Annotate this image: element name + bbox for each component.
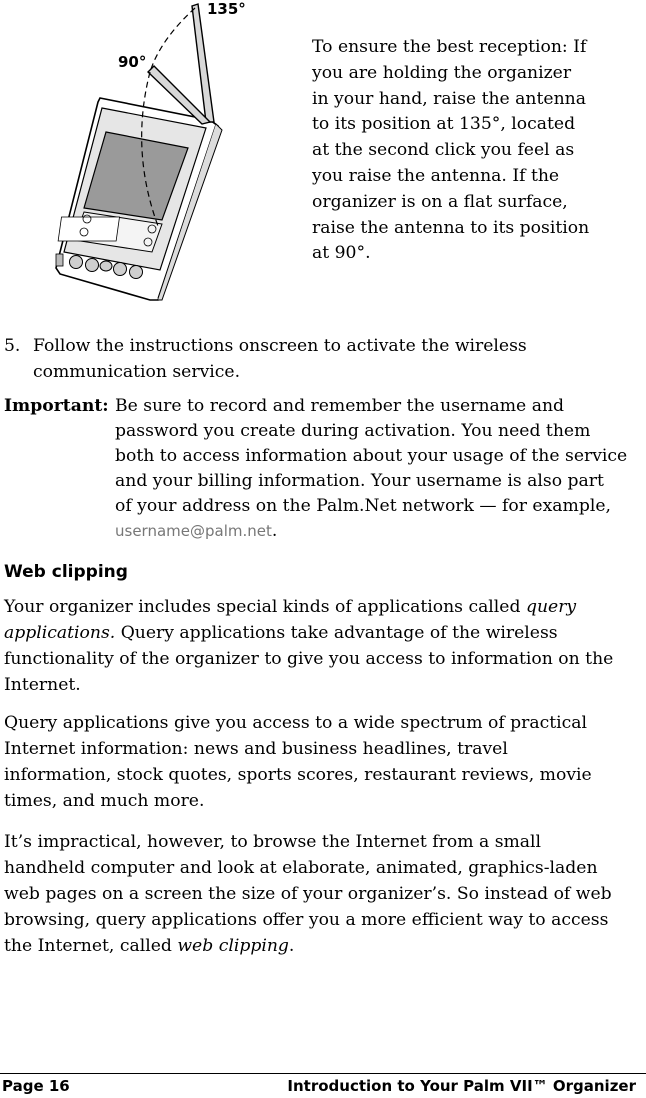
paragraph-information-spectrum bbox=[4, 710, 644, 814]
label-135-degrees: 135° bbox=[207, 0, 246, 18]
important-line-example bbox=[115, 519, 645, 544]
paragraph-line: It’s impractical, however, to browse the Internet from a small bbox=[4, 832, 542, 852]
paragraph-line: Query applications give you access to a wide spectrum of practical bbox=[4, 713, 588, 733]
paragraph-query-applications bbox=[4, 594, 644, 698]
emphasis: query bbox=[525, 597, 577, 617]
caption-line: to its position at 135°, located bbox=[312, 114, 576, 135]
caption-line: To ensure the best reception: If bbox=[312, 37, 587, 57]
caption-line: in your hand, raise the antenna bbox=[312, 88, 586, 109]
paragraph-line: times, and much more. bbox=[4, 791, 205, 811]
caption-line: at the second click you feel as bbox=[312, 140, 575, 161]
figure-caption bbox=[312, 35, 612, 267]
important-line: of your address on the Palm.Net network — for example, bbox=[115, 496, 611, 516]
paragraph-line: functionality of the organizer to give you access to information on the bbox=[4, 649, 614, 669]
paragraph-line: browsing, query applications offer you a more efficient way to access bbox=[4, 910, 609, 930]
emphasis: applications. bbox=[4, 623, 116, 643]
text-run: Your organizer includes special kinds of applications called bbox=[4, 597, 526, 617]
caption-line: at 90°. bbox=[312, 243, 371, 264]
emphasis: web clipping bbox=[177, 936, 289, 956]
caption-line: you are holding the organizer bbox=[312, 62, 572, 83]
chapter-title: Introduction to Your Palm VII™ Organizer bbox=[287, 1077, 636, 1095]
antenna-illustration bbox=[40, 0, 290, 305]
important-body bbox=[115, 394, 645, 544]
paragraph-line bbox=[4, 594, 644, 620]
paragraph-line: Internet. bbox=[4, 675, 81, 695]
example-period: . bbox=[271, 521, 278, 541]
footer-divider bbox=[0, 1073, 646, 1074]
caption-line: organizer is on a flat surface, bbox=[312, 191, 568, 212]
step-line: Follow the instructions onscreen to activate the wireless bbox=[33, 336, 527, 356]
important-line: and your billing information. Your username is also part bbox=[115, 471, 604, 491]
text-run: Query applications take advantage of the wireless bbox=[115, 623, 558, 643]
page-number: Page 16 bbox=[2, 1077, 70, 1095]
step-text bbox=[33, 334, 633, 385]
section-heading: Web clipping bbox=[4, 562, 128, 582]
paragraph-line bbox=[4, 620, 644, 646]
important-label: Important: bbox=[4, 396, 109, 416]
important-line: password you create during activation. You need them bbox=[115, 421, 591, 441]
step-line: communication service. bbox=[33, 361, 241, 382]
text-run: the Internet, called bbox=[4, 936, 178, 956]
paragraph-line: handheld computer and look at elaborate, animated, graphics-laden bbox=[4, 858, 598, 878]
paragraph-line: Internet information: news and business headlines, travel bbox=[4, 739, 508, 759]
text-run: . bbox=[288, 936, 295, 956]
caption-line: raise the antenna to its position bbox=[312, 217, 590, 238]
paragraph-line: information, stock quotes, sports scores, restaurant reviews, movie bbox=[4, 765, 592, 785]
paragraph-line: web pages on a screen the size of your organizer’s. So instead of web bbox=[4, 884, 612, 904]
important-line: Be sure to record and remember the username and bbox=[115, 396, 565, 416]
important-line: both to access information about your usage of the service bbox=[115, 446, 628, 466]
label-90-degrees: 90° bbox=[118, 53, 147, 71]
caption-line: you raise the antenna. If the bbox=[312, 165, 560, 186]
palm-device-drawing bbox=[40, 0, 290, 305]
step-number: 5. bbox=[4, 336, 21, 356]
example-address: username@palm.net bbox=[115, 522, 272, 540]
paragraph-line bbox=[4, 933, 644, 959]
paragraph-web-clipping bbox=[4, 829, 644, 959]
